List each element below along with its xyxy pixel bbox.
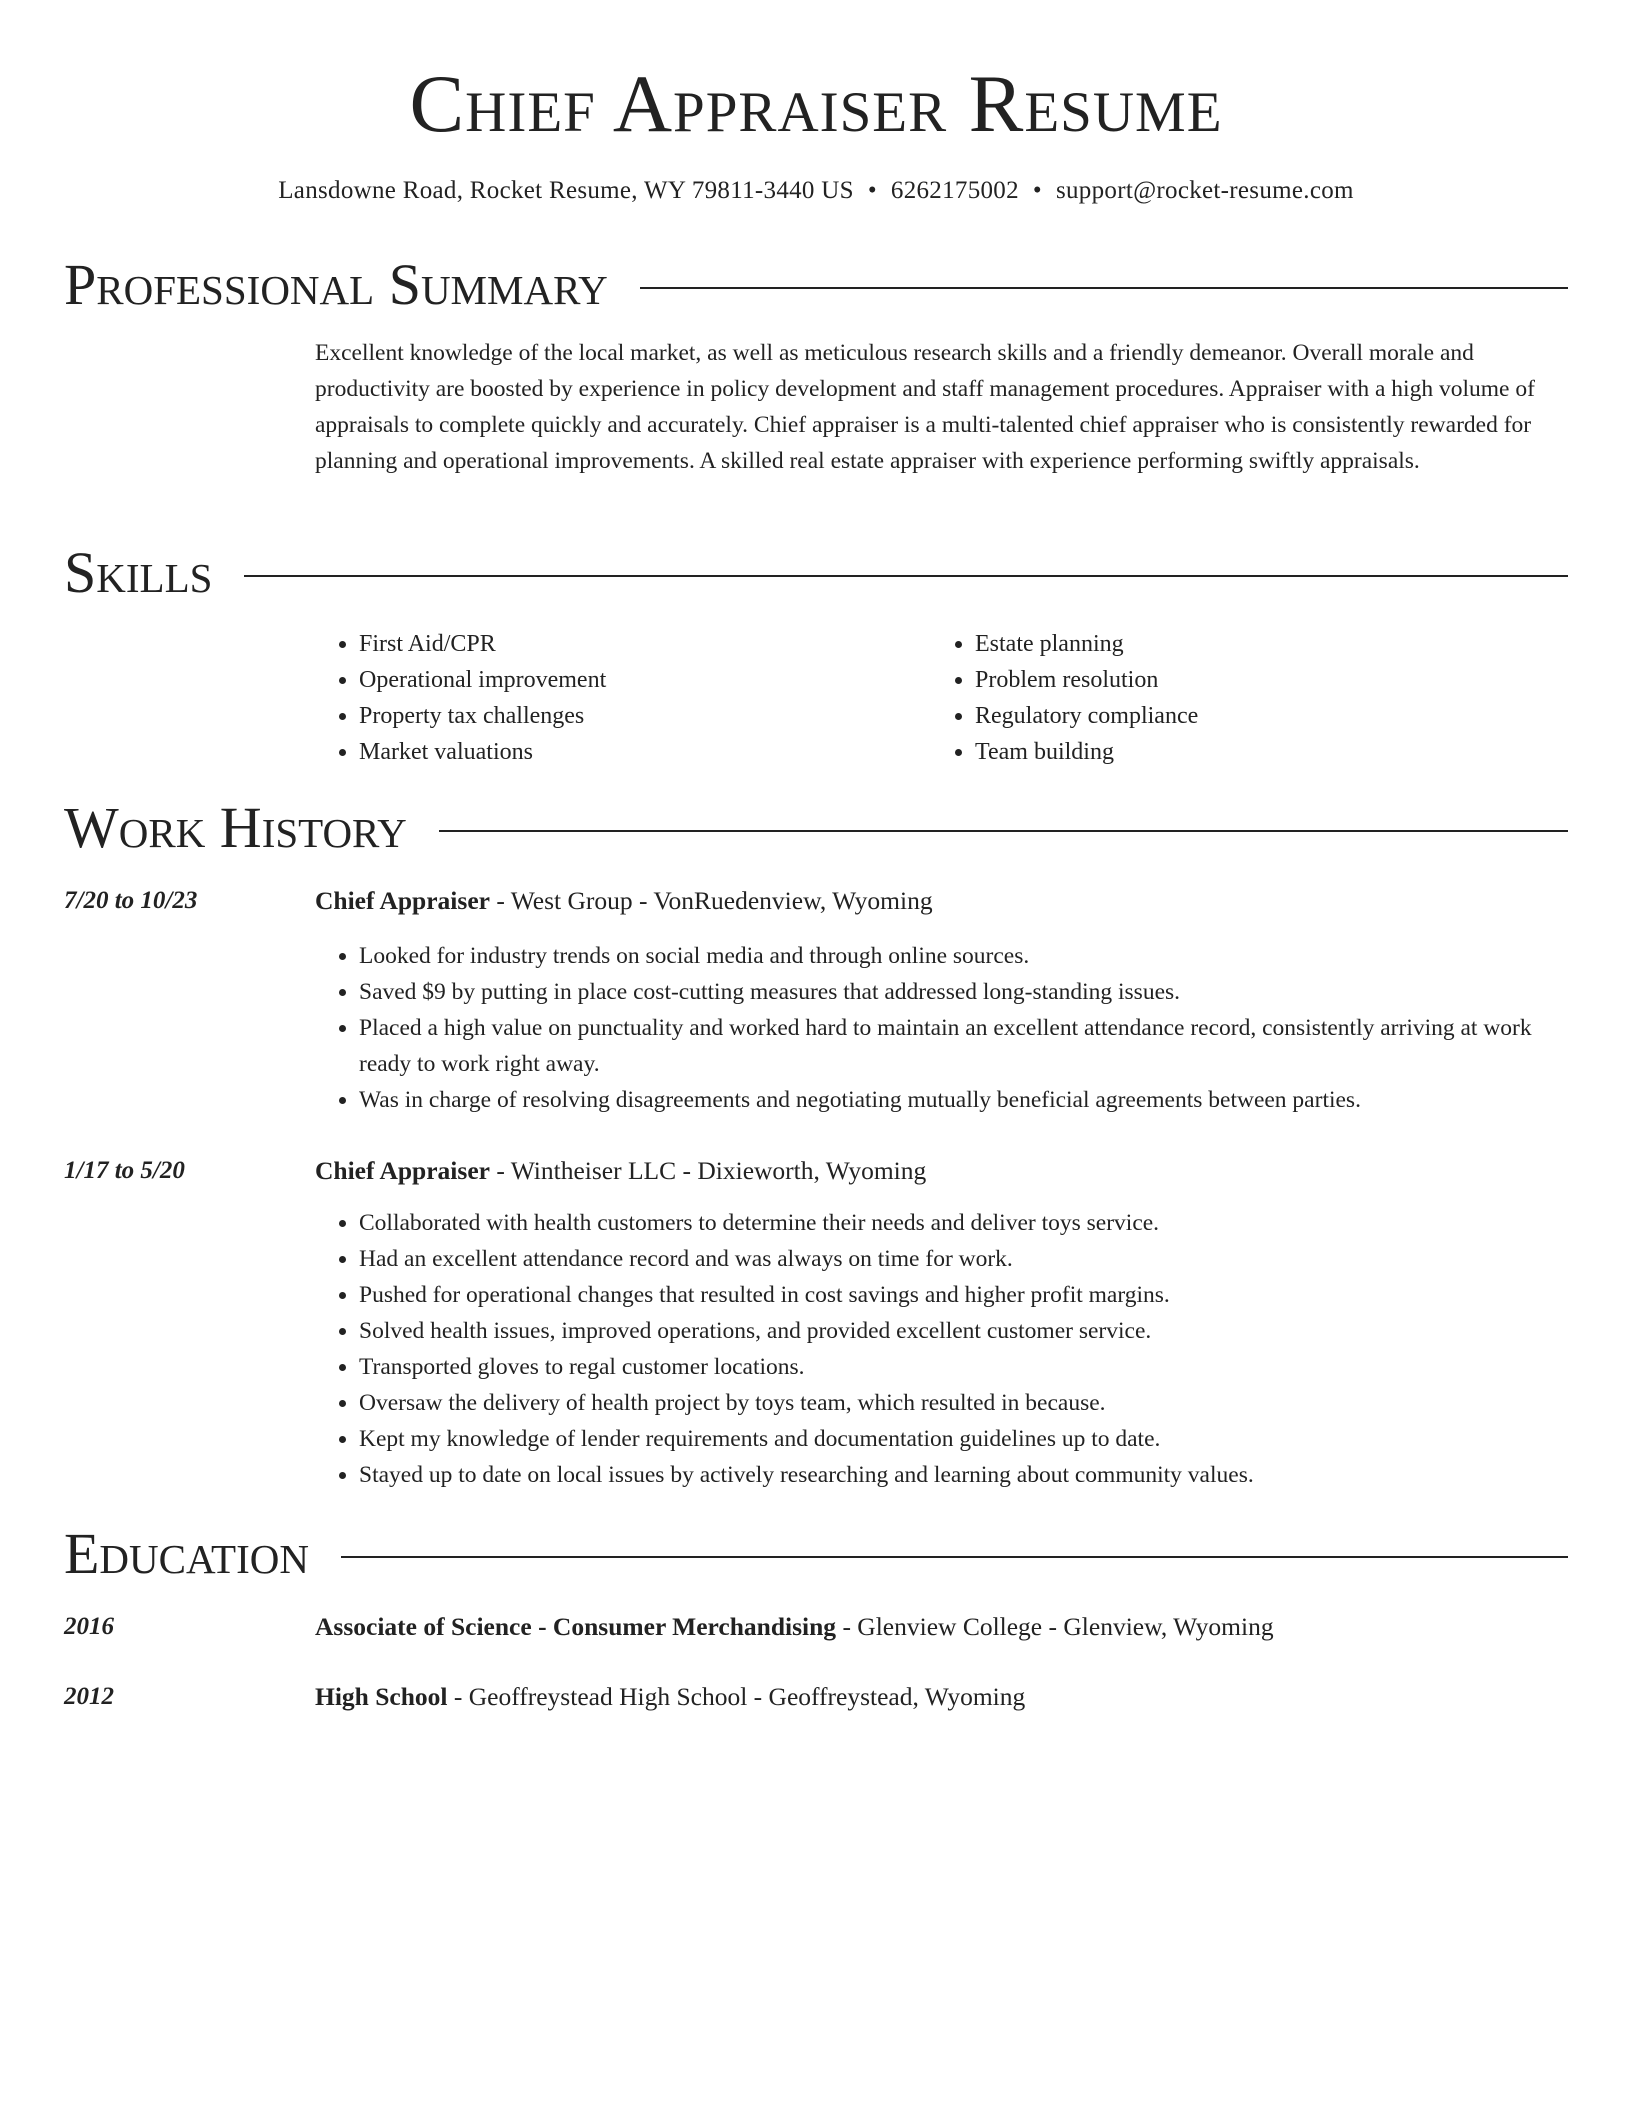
job-dates: 1/17 to 5/20 xyxy=(64,1157,185,1184)
skill-item: • Operational improvement xyxy=(359,662,606,698)
degree: Associate of Science - Consumer Merchandising xyxy=(315,1612,837,1641)
section-divider xyxy=(341,1556,1568,1558)
job-bullets xyxy=(315,938,1568,1118)
resume-title: Chief Appraiser Resume xyxy=(409,58,1223,149)
list-item: • Was in charge of resolving disagreements and negotiating mutually beneficial agreements between parties. xyxy=(359,1082,1568,1118)
list-item: • Oversaw the delivery of health project by toys team, which resulted in because. xyxy=(359,1385,1568,1421)
skill-item: • Team building xyxy=(975,734,1198,770)
separator-dot: • xyxy=(1032,177,1042,204)
section-heading: Skills xyxy=(64,540,213,605)
work-section-header xyxy=(64,793,1568,863)
skill-item: • Property tax challenges xyxy=(359,698,606,734)
job-details: - West Group - VonRuedenview, Wyoming xyxy=(489,886,933,915)
section-heading: Professional Summary xyxy=(64,252,608,317)
section-divider xyxy=(244,575,1568,577)
separator-dot: • xyxy=(867,177,877,204)
section-heading: Work History xyxy=(64,795,407,860)
school-details: - Geoffreystead High School - Geoffreystead, Wyoming xyxy=(447,1682,1026,1711)
job-bullets xyxy=(315,1205,1568,1493)
education-year: 2012 xyxy=(64,1683,114,1710)
list-item: • Placed a high value on punctuality and worked hard to maintain an excellent attendance record, consistently arriving at work ready to work right away. xyxy=(359,1010,1568,1082)
job-dates: 7/20 to 10/23 xyxy=(64,887,198,914)
skills-list-right xyxy=(931,626,1198,770)
skill-item: • Market valuations xyxy=(359,734,606,770)
education-line xyxy=(315,1609,1568,1645)
list-item: • Transported gloves to regal customer locations. xyxy=(359,1349,1568,1385)
list-item: • Collaborated with health customers to determine their needs and deliver toys service. xyxy=(359,1205,1568,1241)
section-heading: Education xyxy=(64,1521,309,1586)
education-line xyxy=(315,1679,1568,1715)
job-title: Chief Appraiser xyxy=(315,1156,490,1185)
address: Lansdowne Road, Rocket Resume, WY 79811-3440 US xyxy=(278,177,854,204)
skill-item: • Estate planning xyxy=(975,626,1198,662)
list-item: • Kept my knowledge of lender requirements and documentation guidelines up to date. xyxy=(359,1421,1568,1457)
list-item: • Solved health issues, improved operations, and provided excellent customer service. xyxy=(359,1313,1568,1349)
summary-section-header xyxy=(64,250,1568,320)
contact-line xyxy=(0,174,1632,208)
email: support@rocket-resume.com xyxy=(1055,177,1354,204)
section-divider xyxy=(640,287,1568,289)
job-title-line xyxy=(315,883,1568,919)
skills-list-left xyxy=(315,626,606,770)
skill-item: • Regulatory compliance xyxy=(975,698,1198,734)
list-item: • Pushed for operational changes that resulted in cost savings and higher profit margins. xyxy=(359,1277,1568,1313)
school-details: - Glenview College - Glenview, Wyoming xyxy=(836,1612,1274,1641)
education-section-header xyxy=(64,1519,1568,1589)
list-item: • Stayed up to date on local issues by actively researching and learning about community values. xyxy=(359,1457,1568,1493)
skills-section-header xyxy=(64,538,1568,608)
skill-item: • First Aid/CPR xyxy=(359,626,606,662)
phone: 6262175002 xyxy=(890,177,1019,204)
summary-text: Excellent knowledge of the local market, as well as meticulous research skills and a friendly demeanor. Overall morale and productivity are boosted by experience in policy development and staff management procedures. Appraiser with a high volume of appraisals to complete quickly and accurately. Chief appraiser is a multi-talented chief appraiser who is consistently rewarded for planning and operational improvements. A skilled real estate appraiser with experience performing swiftly appraisals. xyxy=(315,340,1535,474)
job-title-line xyxy=(315,1153,1568,1189)
list-item: • Had an excellent attendance record and was always on time for work. xyxy=(359,1241,1568,1277)
list-item: • Saved $9 by putting in place cost-cutting measures that addressed long-standing issues. xyxy=(359,974,1568,1010)
job-details: - Wintheiser LLC - Dixieworth, Wyoming xyxy=(489,1156,927,1185)
section-divider xyxy=(439,830,1568,832)
list-item: • Looked for industry trends on social media and through online sources. xyxy=(359,938,1568,974)
education-year: 2016 xyxy=(64,1613,114,1640)
skill-item: • Problem resolution xyxy=(975,662,1198,698)
degree: High School xyxy=(315,1682,448,1711)
job-title: Chief Appraiser xyxy=(315,886,490,915)
